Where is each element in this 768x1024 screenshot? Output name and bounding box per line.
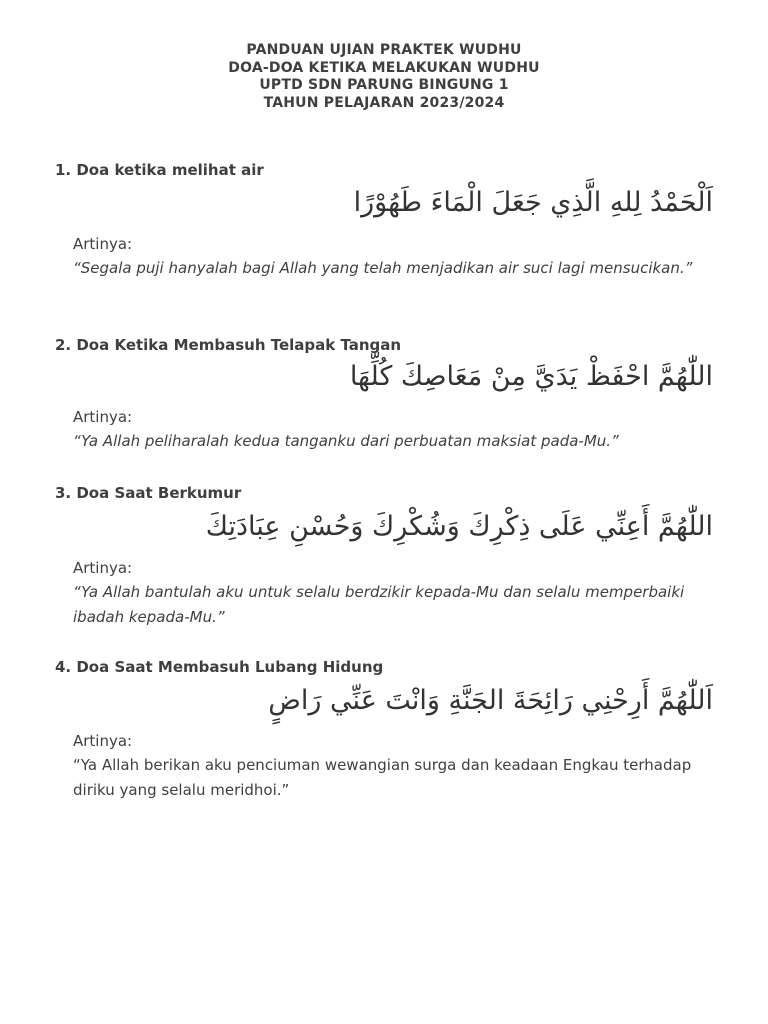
- header-line-3: UPTD SDN PARUNG BINGUNG 1: [259, 77, 509, 93]
- section-title: 1. Doa ketika melihat air: [55, 161, 264, 179]
- translation-text: “Ya Allah bantulah aku untuk selalu berdzikir kepada-Mu dan selalu memperbaiki ibadah kepada-Mu.”: [73, 583, 685, 626]
- translation-text: “Ya Allah berikan aku penciuman wewangian surga dan keadaan Engkau terhadap diriku yang selalu meridhoi.”: [73, 756, 692, 799]
- artinya-label: Artinya:: [73, 408, 133, 426]
- section-doa-berkumur: [55, 483, 715, 630]
- arabic-prayer: اللّٰهُمَّ أَعِنِّي عَلَى ذِكْرِكَ وَشُكْرِكَ وَحُسْنِ عِبَادَتِكَ: [205, 511, 713, 542]
- arabic-prayer: اَللّٰهُمَّ أَرِحْنِي رَائِحَةَ الجَنَّةِ وَانْتَ عَنِّي رَاضٍ: [268, 685, 713, 716]
- artinya-label: Artinya:: [73, 732, 133, 750]
- translation-text: “Segala puji hanyalah bagi Allah yang telah menjadikan air suci lagi mensucikan.”: [73, 259, 693, 277]
- header-line-2: DOA-DOA KETIKA MELAKUKAN WUDHU: [228, 59, 540, 76]
- section-doa-lubang-hidung: [55, 657, 715, 803]
- header-line-1: PANDUAN UJIAN PRAKTEK WUDHU: [246, 42, 522, 58]
- section-title: 2. Doa Ketika Membasuh Telapak Tangan: [55, 336, 402, 354]
- header-line-4: TAHUN PELAJARAN 2023/2024: [263, 94, 505, 111]
- arabic-prayer: اَلْحَمْدُ لِلهِ الَّذِي جَعَلَ الْمَاءَ طَهُوْرًا: [353, 187, 713, 218]
- translation-text: “Ya Allah peliharalah kedua tanganku dari perbuatan maksiat pada-Mu.”: [73, 432, 619, 450]
- artinya-label: Artinya:: [73, 235, 133, 253]
- arabic-prayer: اللّٰهُمَّ احْفَظْ يَدَيَّ مِنْ مَعَاصِكَ كُلِّهَا: [349, 361, 713, 392]
- section-doa-telapak-tangan: [55, 335, 715, 454]
- section-title: 4. Doa Saat Membasuh Lubang Hidung: [55, 658, 384, 676]
- section-doa-melihat-air: [55, 160, 715, 281]
- artinya-label: Artinya:: [73, 559, 133, 577]
- document-header: [0, 42, 768, 112]
- section-title: 3. Doa Saat Berkumur: [55, 484, 242, 502]
